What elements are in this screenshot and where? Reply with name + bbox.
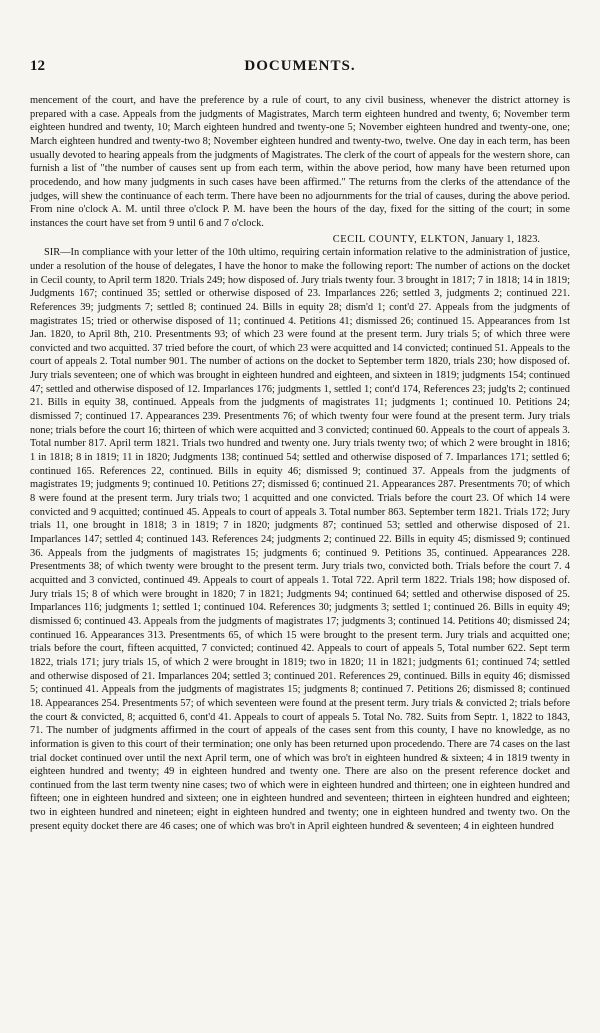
running-head: DOCUMENTS. [244,58,356,74]
paragraph-continued: mencement of the court, and have the preference by a rule of court, to any civil business, whenever the district attorney is prepared with a case. Appeals from the judgments of Magistrates, March term eighteen hundred and twenty, 6; November term eighteen hundred and twenty, 10; March eighteen hundred and twenty-one 5; November eighteen hundred and twenty-one, one; March eighteen hundred and twenty-two 8; November eighteen hundred and twenty-two, twelve. One day in each term, has been usually devoted to hearing appeals from the judgments of Magistrates. The clerk of the court of appeals for the western shore, can furnish a list of "the number of causes sent up from each term, within the above period, how many have been returned upon procedendo, and how many judgments in such cases have been affirmed." The returns from the clerks of the attendance of the judges, will shew the continuance of each term. There have been no adjournments for the trial of causes, during the above period. From nine o'clock A. M. until three o'clock P. M. have been the hours of the day, fixed for the sitting of the court; in some instances the court have set from 9 until 6 and 7 o'clock. [30,95,570,229]
dateline-date: January 1, 1823. [471,233,540,245]
body-text [30,94,570,833]
letter-body: SIR—In compliance with your letter of the 10th ultimo, requiring certain information relative to the administration of justice, under a resolution of the house of delegates, I have the honor to make the following report: The number of actions on the docket in Cecil county, to April term 1820. Trials 249; how disposed of. Jury trials twenty four. 3 brought in 1817; 7 in 1818; 14 in 1819; Judgments 167; continued 35; settled or otherwise disposed of 23. Imparlances 226; settled 3, judgments 2; continued 221. References 39; judgments 7; settled 8; continued 24. Bills in equity 28; dism'd 1; cont'd 27. Appeals from the judgments of magistrates 15; tried or otherwise disposed of 11; continued 4. Petitions 41; dismissed 26; continued 15. Appearances from 1st Jan. 1820, to April 8th, 210. Presentments 93; of which 23 were found at the present term. Jury trials 5; of which three were convicted and two acquitted. 37 tried before the court, of which 23 were acquitted and 14 convicted; continued 51. Appeals to the court of appeals 2. Total number 901. The number of actions on the docket to September term 1820, trials 230; how disposed of. Jury trials seventeen; one of which was brought in eighteen hundred and eighteen, and sixteen in 1819; judgments 154; continued 47; settled and otherwise disposed of 12. Imparlances 176; judgments 1, settled 1; cont'd 174, References 23; judg'ts 2; continued 21. Bills in equity 38, continued. Appeals from the judgments of magistrates 11; judgments 1; continued 10. Petitions 24; dismissed 7; continued 17. Appearances 239. Presentments 76; of which twenty four were found at the present term. Jury trials none; trials before the court 16; thirteen of which were acquitted and 3 convicted; continued 60. Appeals to the court of appeals 3. Total number 817. April term 1821. Trials two hundred and twenty one. Jury trials twenty two; of which 2 were brought in 1816; 1 in 1818; 8 in 1819; 11 in 1820; Judgments 138; continued 54; settled and otherwise disposed of 7. Imparlances 171; settled 6; continued 165. References 22, continued. Bills in equity 46; dismissed 9; continued 37. Appeals from the judgments of magistrates 19; judgments 9; continued 10. Petitions 27; dismissed 6; continued 21. Appearances 287. Presentments 70; of which 8 were found at the present term. Jury trials two; 1 acquitted and one convicted. Trials before the court 23. Of which 14 were convicted and 9 acquitted; continued 45. Appeals to court of appeals 3. Total number 863. September term 1821. Trials 172; Jury trials 11, one brought in 1818; 3 in 1819; 7 in 1820; judgments 87; continued 53; settled and otherwise disposed of 21. Imparlances 147; settled 4; continued 143. References 24; judgments 2; continued 22. Bills in equity 45; dismissed 9; continued 36. Appeals from the judgments of magistrates 15; judgments 6; continued 9. Petitions 35, continued. Appearances 228. Presentments 38; of which twenty were brought to the present term. Jury trials two, convicted both. Trials before the court 7. 4 acquitted and 3 convicted, continued 49. Appeals to court of appeals 1. Total 722. April term 1822. Trials 198; how disposed of. Jury trials 15; 8 of which were brought in 1820; 7 in 1821; Judgments 94; continued 64; settled and otherwise disposed of 25. Imparlances 116; judgments 1; settled 1; continued 104. References 30; judgments 3; settled 1; continued 26. Bills in equity 49; dismissed 6; continued 43. Appeals from the judgments of magistrates 17; judgments 3; continued 14. Petitions 40; dismissed 24; continued 16. Appearances 313. Presentments 65, of which 15 were brought to the present term. Jury trials and acquitted one; trials before the court, fifteen acquitted, 7 convicted; continued 42. Appeals to court of appeals 5, Total number 622. Sept term 1822, trials 171; jury trials 15, of which 2 were brought in 1819; two in 1820; 11 in 1821; judgments 61; continued 74; settled and otherwise disposed of 21. Imparlances 204; settled 3; continued 201. References 29, continued. Bills in equity 46; dismissed 5; continued 41. Appeals from the judgments of magistrates 15; judgments 8; continued 7. Petitions 26; dismissed 8; continued 18. Appearances 254. Presentments 57; of which seventeen were found at the present term. Jury trials & convicted 2; trials before the court & convicted, 8; acquitted 6, cont'd 41. Appeals to court of appeals 5. Total No. 782. Suits from Septr. 1, 1822 to 1843, 71. The number of judgments affirmed in the court of appeals of the cases sent from this county, I have no knowledge, as no information is given to this court of their termination; one only has been returned upon procedendo. There are 74 cases on the last trial docket continued over until the next April term, one of which was bro't in eighteen hundred & sixteen; 4 in 1819 twenty in eighteen hundred and twenty; 49 in eighteen hundred and twenty one. There are also on the present reference docket and continued from the last term twenty nine cases; two of which were in eighteen hundred and thirteen; one in eighteen hundred and fifteen; one in eighteen hundred and sixteen; one in eighteen hundred and seventeen; thirteen in eighteen hundred and eighteen; two in eighteen hundred and nineteen; eight in eighteen hundred and twenty; one in eighteen hundred and twenty two. On the present equity docket there are 46 cases; one of which was bro't in April eighteen hundred & seventeen; 4 in eighteen hundred [30,247,570,832]
dateline-place: CECIL COUNTY, ELKTON, [332,233,469,245]
dateline [30,233,570,247]
page-header [30,58,570,80]
page-number: 12 [30,58,45,74]
